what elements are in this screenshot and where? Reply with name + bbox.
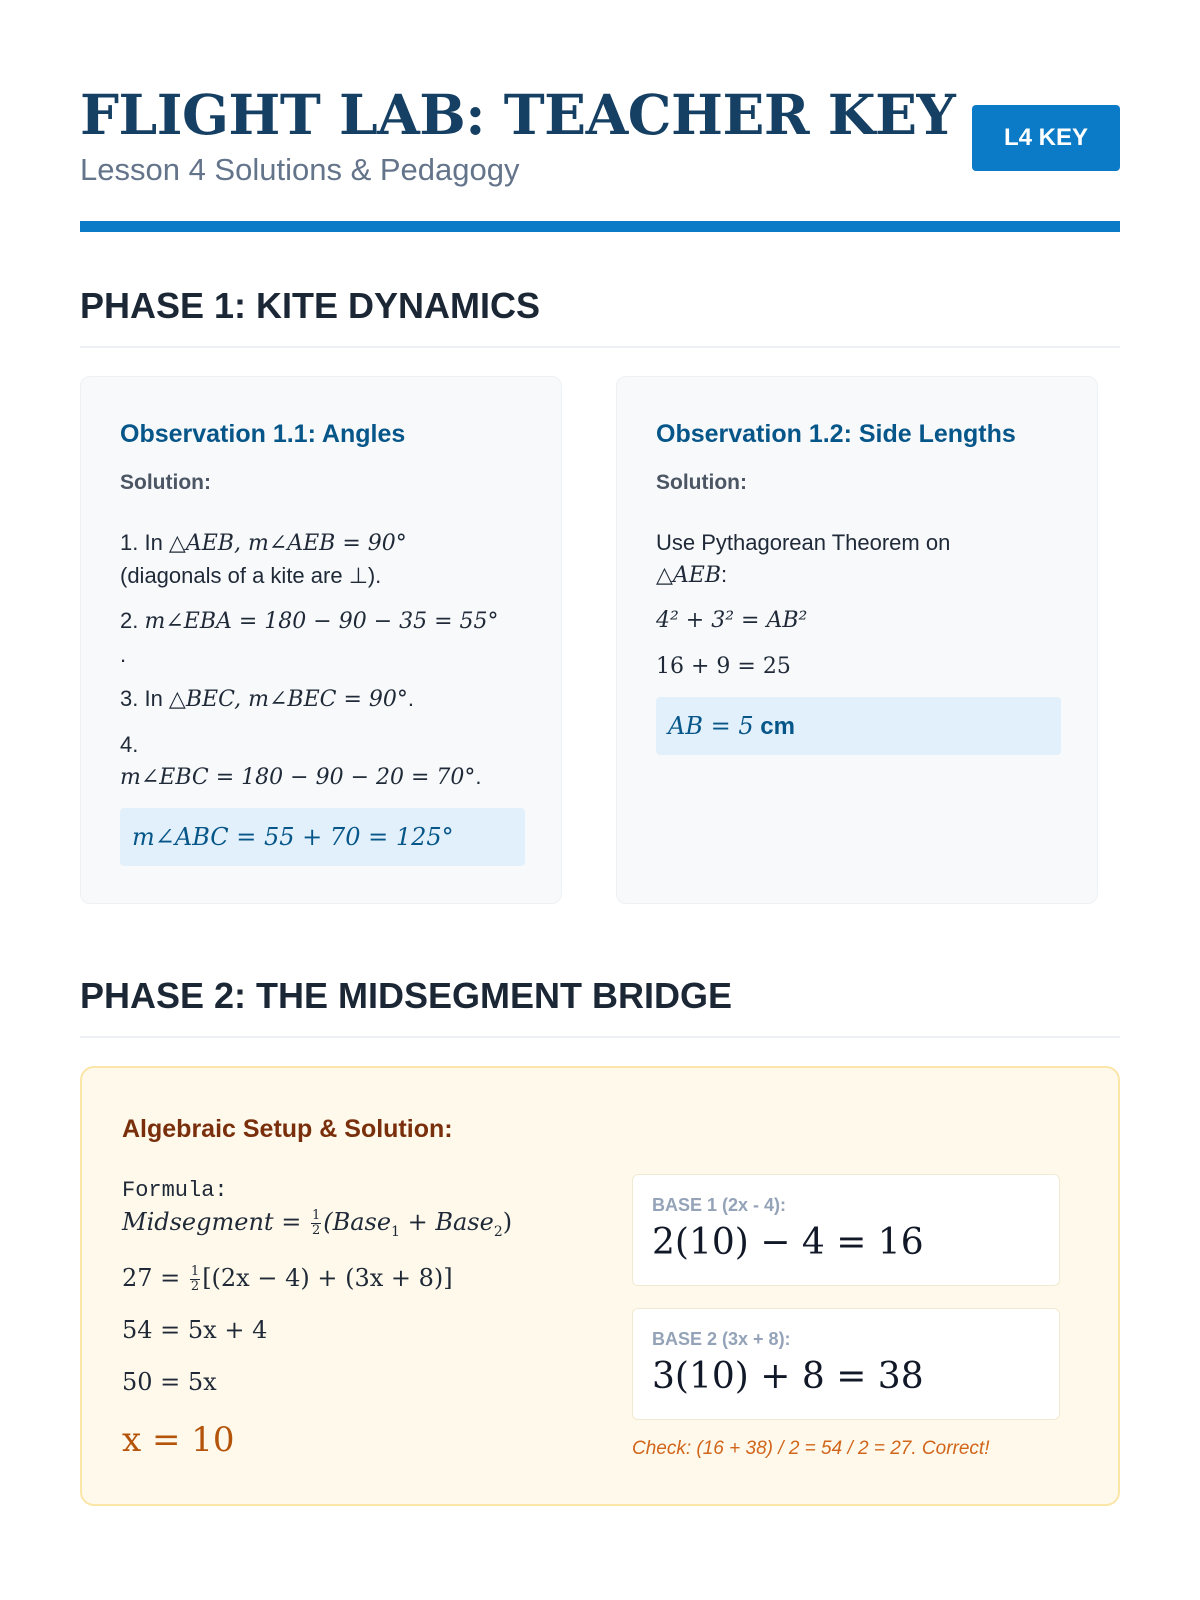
midsegment-solution-panel <box>80 1066 1120 1506</box>
step-3-prefix: 3. In <box>120 686 169 711</box>
observation-angles-card <box>80 376 562 904</box>
phase-1-divider <box>80 346 1120 348</box>
eq2-rhs: [(2x − 4) + (3x + 8)] <box>202 1264 453 1292</box>
angle-answer-box: m∠ABC = 55 + 70 = 125° <box>120 808 525 866</box>
base-1-box <box>632 1174 1060 1286</box>
step-3-math: △BEC, m∠BEC = 90° <box>168 687 408 712</box>
base-2-value: 3(10) + 8 = 38 <box>652 1356 924 1397</box>
step-1-math: △AEB, m∠AEB = 90° <box>168 531 407 556</box>
page-title: FLIGHT LAB: TEACHER KEY <box>80 82 956 147</box>
teacher-key-page <box>80 0 1120 1600</box>
formula-close: ) <box>502 1208 513 1236</box>
eq2-lhs: 27 = <box>122 1264 188 1292</box>
algebra-heading: Algebraic Setup & Solution: <box>122 1115 453 1143</box>
solution-label: Solution: <box>656 471 747 494</box>
page-header <box>80 84 1120 234</box>
pythagorean-equation: 4² + 3² = AB² <box>656 608 808 633</box>
formula-base-1: (Base <box>323 1208 392 1236</box>
frac-numerator: 1 <box>190 1264 200 1279</box>
base-1-value: 2(10) − 4 = 16 <box>652 1222 924 1263</box>
step-2-prefix: 2. <box>120 608 145 633</box>
subscript-2: 2 <box>493 1223 503 1240</box>
one-half-fraction <box>190 1265 200 1294</box>
one-half-fraction <box>311 1209 321 1238</box>
side-answer-math: AB = 5 <box>668 712 754 740</box>
pythagorean-sum: 16 + 9 = 25 <box>656 654 791 679</box>
observation-sides-title: Observation 1.2: Side Lengths <box>656 420 1016 448</box>
x-solution: x = 10 <box>122 1420 235 1460</box>
pythagorean-intro: Use Pythagorean Theorem on <box>656 530 951 555</box>
angle-step-2-tail: . <box>120 642 127 667</box>
frac-denominator: 2 <box>311 1223 321 1238</box>
formula-lhs: Midsegment = <box>122 1208 309 1236</box>
phase-2-divider <box>80 1036 1120 1038</box>
frac-denominator: 2 <box>190 1279 200 1294</box>
angle-step-4-prefix: 4. <box>120 732 139 757</box>
observation-angles-title: Observation 1.1: Angles <box>120 420 406 448</box>
side-answer-box <box>656 697 1061 755</box>
triangle-tail: : <box>721 562 728 587</box>
pythagorean-triangle <box>656 559 727 592</box>
step-4-math: m∠EBC = 180 − 90 − 20 = 70° <box>120 765 476 790</box>
base-2-box <box>632 1308 1060 1420</box>
frac-numerator: 1 <box>311 1208 321 1223</box>
angle-step-3 <box>120 683 414 716</box>
page-subtitle: Lesson 4 Solutions & Pedagogy <box>80 152 520 187</box>
base-1-label: BASE 1 (2x - 4): <box>652 1195 787 1215</box>
substitution-equation <box>122 1258 453 1298</box>
formula-base-2: + Base <box>399 1208 494 1236</box>
phase-2-title: PHASE 2: THE MIDSEGMENT BRIDGE <box>80 975 733 1016</box>
step-3-tail: . <box>407 686 414 711</box>
verification-check: Check: (16 + 38) / 2 = 54 / 2 = 27. Correct! <box>632 1438 990 1459</box>
step-1-prefix: 1. In <box>120 530 169 555</box>
subscript-1: 1 <box>391 1223 400 1240</box>
simplified-equation: 54 = 5x + 4 <box>122 1316 268 1344</box>
midsegment-formula <box>122 1202 512 1252</box>
angle-step-1-note: (diagonals of a kite are ⊥). <box>120 563 382 588</box>
lesson-key-badge: L4 KEY <box>972 105 1120 171</box>
step-4-tail: . <box>475 764 482 789</box>
base-2-label: BASE 2 (3x + 8): <box>652 1329 791 1349</box>
step-2-math: m∠EBA = 180 − 90 − 35 = 55° <box>144 609 499 634</box>
angle-step-1 <box>120 527 407 560</box>
triangle-math: △AEB <box>656 563 722 588</box>
angle-step-2 <box>120 605 499 638</box>
header-divider <box>80 221 1120 232</box>
angle-step-4 <box>120 761 482 794</box>
phase-1-title: PHASE 1: KITE DYNAMICS <box>80 285 541 326</box>
observation-sides-card <box>616 376 1098 904</box>
solution-label: Solution: <box>120 471 211 494</box>
isolated-equation: 50 = 5x <box>122 1368 217 1396</box>
side-answer-unit: cm <box>753 713 795 740</box>
formula-label: Formula: <box>122 1178 228 1203</box>
